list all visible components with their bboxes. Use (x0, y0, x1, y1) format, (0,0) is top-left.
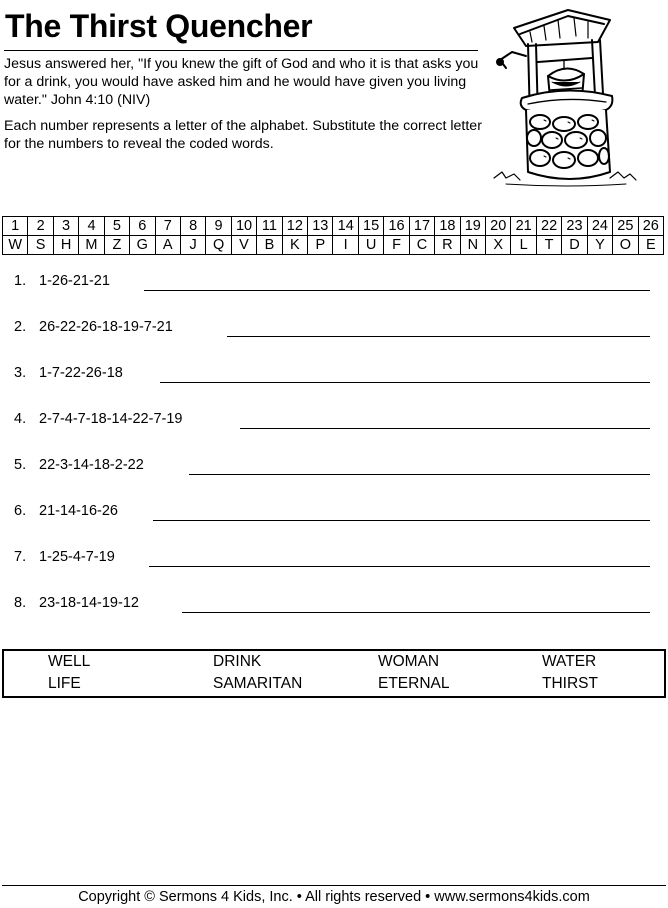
cipher-letter: M (79, 236, 104, 255)
cipher-number: 6 (130, 217, 155, 236)
answer-line[interactable] (160, 382, 650, 383)
answer-line[interactable] (144, 290, 650, 291)
title-underline (4, 50, 478, 51)
word-bank-item: LIFE (48, 675, 81, 692)
word-bank-item: DRINK (213, 653, 262, 670)
word-bank-item: WOMAN (378, 653, 440, 670)
cipher-number: 21 (511, 217, 536, 236)
question-row (14, 319, 654, 343)
word-bank-item: SAMARITAN (213, 675, 303, 692)
wishing-well-icon (486, 2, 642, 188)
copyright-footer: Copyright © Sermons 4 Kids, Inc. • All rights reserved • www.sermons4kids.com (78, 889, 590, 905)
coded-word: 22-3-14-18-2-22 (39, 457, 144, 473)
word-bank-item: THIRST (542, 675, 598, 692)
cipher-letter: L (511, 236, 536, 255)
cipher-letter: R (435, 236, 460, 255)
cipher-letter: P (308, 236, 333, 255)
question-number: 3. (14, 365, 27, 381)
question-row (14, 549, 654, 573)
answer-line[interactable] (227, 336, 650, 337)
cipher-letter: Q (206, 236, 231, 255)
cipher-number: 17 (409, 217, 434, 236)
coded-word: 26-22-26-18-19-7-21 (39, 319, 173, 335)
coded-word: 1-7-22-26-18 (39, 365, 123, 381)
cipher-letter: C (409, 236, 434, 255)
cipher-letter: D (562, 236, 587, 255)
cipher-letter: F (384, 236, 409, 255)
cipher-number: 26 (638, 217, 663, 236)
cipher-letter: I (333, 236, 358, 255)
cipher-letter: Z (104, 236, 129, 255)
cipher-key-table (2, 216, 664, 255)
cipher-letter: G (130, 236, 155, 255)
cipher-number: 11 (257, 217, 282, 236)
coded-word: 1-25-4-7-19 (39, 549, 115, 565)
cipher-number: 5 (104, 217, 129, 236)
cipher-number: 8 (180, 217, 205, 236)
word-bank (2, 649, 666, 698)
question-number: 4. (14, 411, 27, 427)
cipher-number: 12 (282, 217, 307, 236)
footer-divider (2, 885, 666, 886)
coded-word: 21-14-16-26 (39, 503, 118, 519)
cipher-number: 22 (536, 217, 561, 236)
answer-line[interactable] (182, 612, 650, 613)
cipher-number: 10 (231, 217, 256, 236)
question-row (14, 595, 654, 619)
cipher-number: 19 (460, 217, 485, 236)
coded-word: 23-18-14-19-12 (39, 595, 139, 611)
cipher-letter: E (638, 236, 663, 255)
cipher-letter: B (257, 236, 282, 255)
cipher-number: 13 (308, 217, 333, 236)
question-row (14, 503, 654, 527)
question-row (14, 365, 654, 389)
question-row (14, 411, 654, 435)
question-number: 8. (14, 595, 27, 611)
answer-line[interactable] (153, 520, 650, 521)
cipher-letter: X (486, 236, 511, 255)
word-bank-item: WELL (48, 653, 91, 670)
cipher-letter: Y (587, 236, 612, 255)
question-number: 7. (14, 549, 27, 565)
question-number: 2. (14, 319, 27, 335)
question-row (14, 457, 654, 481)
cipher-number: 18 (435, 217, 460, 236)
cipher-number: 1 (3, 217, 28, 236)
instructions: Each number represents a letter of the alphabet. Substitute the correct letter for the numbers to reveal the coded words. (4, 118, 482, 152)
cipher-number: 3 (53, 217, 78, 236)
cipher-number: 25 (613, 217, 638, 236)
cipher-letter: H (53, 236, 78, 255)
cipher-letter: T (536, 236, 561, 255)
page-title: The Thirst Quencher (5, 8, 313, 44)
cipher-number: 23 (562, 217, 587, 236)
cipher-letter-row (3, 236, 664, 255)
cipher-letter: N (460, 236, 485, 255)
word-bank-item: WATER (542, 653, 597, 670)
answer-line[interactable] (189, 474, 650, 475)
coded-word: 1-26-21-21 (39, 273, 110, 289)
cipher-number: 7 (155, 217, 180, 236)
answer-line[interactable] (149, 566, 650, 567)
cipher-letter: K (282, 236, 307, 255)
cipher-letter: W (3, 236, 28, 255)
cipher-letter: V (231, 236, 256, 255)
cipher-letter: A (155, 236, 180, 255)
cipher-letter: J (180, 236, 205, 255)
cipher-number: 15 (358, 217, 383, 236)
cipher-number: 14 (333, 217, 358, 236)
cipher-number-row (3, 217, 664, 236)
cipher-number: 2 (28, 217, 53, 236)
word-bank-item: ETERNAL (378, 675, 450, 692)
cipher-number: 4 (79, 217, 104, 236)
cipher-letter: O (613, 236, 638, 255)
cipher-number: 24 (587, 217, 612, 236)
cipher-letter: S (28, 236, 53, 255)
cipher-number: 9 (206, 217, 231, 236)
question-row (14, 273, 654, 297)
coded-word: 2-7-4-7-18-14-22-7-19 (39, 411, 183, 427)
answer-line[interactable] (240, 428, 650, 429)
question-number: 5. (14, 457, 27, 473)
question-number: 6. (14, 503, 27, 519)
scripture-intro: Jesus answered her, "If you knew the gift of God and who it is that asks you for a drink, you would have asked him and he would have given you living water." John 4:10 (NIV) (4, 56, 479, 108)
question-number: 1. (14, 273, 27, 289)
cipher-number: 16 (384, 217, 409, 236)
cipher-number: 20 (486, 217, 511, 236)
cipher-letter: U (358, 236, 383, 255)
